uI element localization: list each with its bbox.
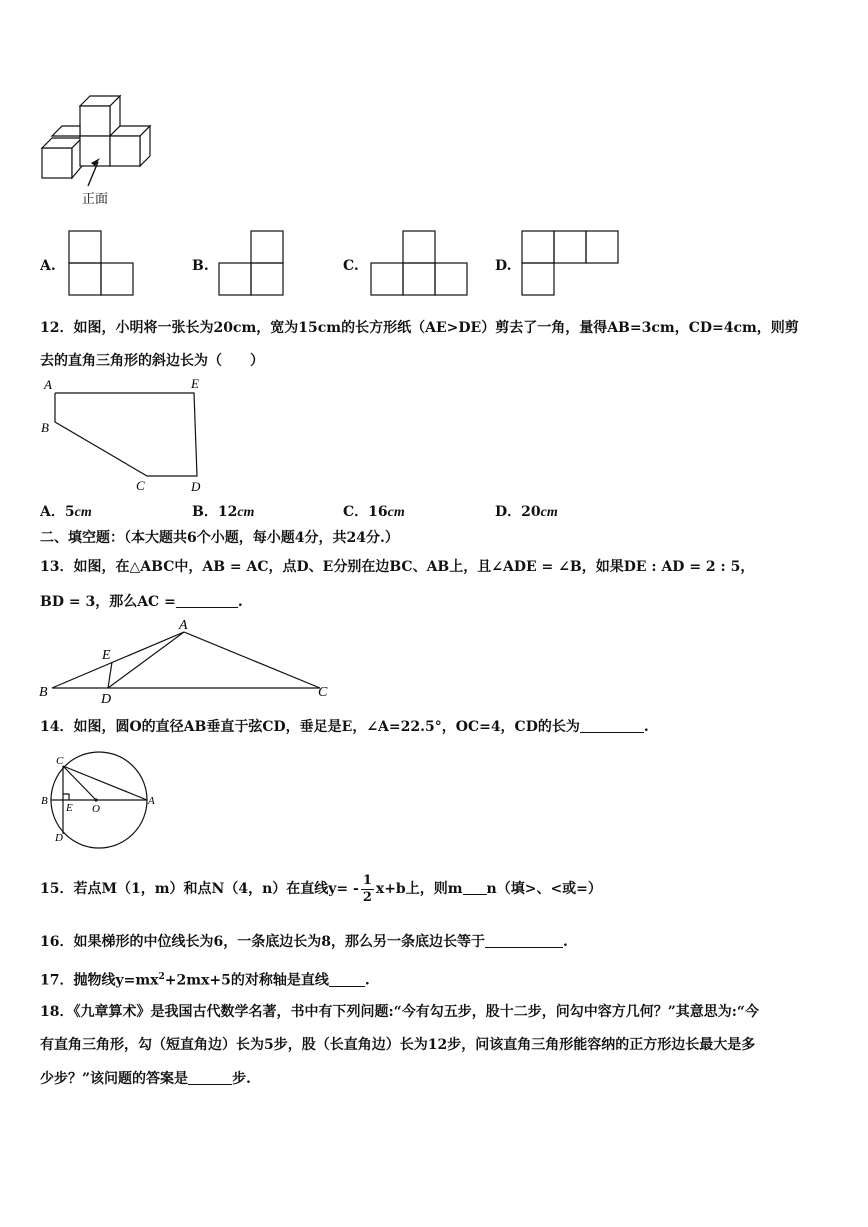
q13-text-line2: BD = 3，那么AC = . — [40, 594, 243, 610]
q12-option-c[interactable]: C．16cm — [343, 504, 405, 520]
q14-figure — [36, 744, 162, 850]
q12-option-a[interactable]: A．5cm — [40, 504, 92, 520]
q13-figure — [36, 616, 336, 704]
q14-point-o: O — [92, 803, 100, 815]
q14-text: 14．如图，圆O的直径AB垂直于弦CD，垂足是E，∠A=22.5°，OC=4，CD的长为 . — [40, 719, 649, 735]
q11-option-b-figure — [218, 230, 284, 296]
q11-option-a-figure — [68, 230, 134, 296]
q18-text-line1: 18．《九章算术》是我国古代数学名著，书中有下列问题:“今有勾五步，股十二步，问勾中容方几何？”其意思为:“今 — [40, 1004, 759, 1020]
q18-text-line2: 有直角三角形，勾（短直角边）长为5步，股（长直角边）长为12步，问该直角三角形能容纳的正方形边长最大是多 — [40, 1037, 756, 1053]
q11-option-b-label[interactable]: B. — [192, 258, 209, 274]
q15-fraction: $\frac{1}{2}$ — [362, 872, 372, 905]
q12-point-a: A — [44, 377, 52, 392]
q13-point-c: C — [318, 685, 328, 700]
q17-answer-blank[interactable] — [329, 972, 365, 987]
q13-text-line1: 13．如图，在△ABC中，AB = AC，点D、E分别在边BC、AB上，且∠ADE = ∠B，如果DE : AD = 2 : 5， — [40, 559, 755, 575]
q18-text-line3: 少步？”该问题的答案是 步. — [40, 1071, 251, 1087]
q14-point-a: A — [148, 795, 155, 807]
q15-text: 15．若点M（1，m）和点N（4，n）在直线y= - $\frac{1}{2}$ x+b上，则m n（填>、<或=） — [40, 872, 602, 905]
q12-option-b[interactable]: B．12cm — [192, 504, 255, 520]
q14-point-c: C — [56, 755, 64, 767]
q16-answer-blank[interactable] — [485, 933, 563, 948]
q14-answer-blank[interactable] — [580, 718, 644, 733]
q11-option-a-label[interactable]: A. — [40, 258, 56, 274]
q12-point-d: D — [191, 479, 201, 494]
q12-point-c: C — [136, 478, 145, 493]
q12-point-e: E — [191, 376, 199, 391]
q13-point-b: B — [39, 685, 48, 700]
q13-point-e: E — [102, 648, 111, 663]
q12-figure — [38, 372, 218, 496]
section-heading: 二、填空题：（本大题共6个小题，每小题4分，共24分.） — [40, 530, 399, 546]
q16-text: 16．如果梯形的中位线长为6，一条底边长为8，那么另一条底边长等于 . — [40, 934, 568, 950]
q15-answer-blank[interactable] — [463, 880, 487, 895]
q11-option-d-label[interactable]: D. — [495, 258, 512, 274]
q18-answer-blank[interactable] — [188, 1070, 232, 1085]
front-label: 正面 — [82, 192, 109, 207]
q14-point-d: D — [55, 832, 63, 844]
q13-point-a: A — [179, 618, 188, 633]
q13-answer-blank[interactable] — [176, 593, 238, 608]
q12-point-b: B — [41, 420, 49, 435]
cube-stack-figure — [36, 90, 166, 212]
q12-text-line2: 去的直角三角形的斜边长为（ ） — [40, 353, 264, 369]
q12-text-line1: 12．如图，小明将一张长为20cm，宽为15cm的长方形纸（AE>DE）剪去了一角，量得AB=3cm，CD=4cm，则剪 — [40, 320, 799, 336]
q11-option-d-figure — [521, 230, 619, 296]
q14-point-e: E — [66, 802, 73, 814]
q11-option-c-label[interactable]: C. — [343, 258, 359, 274]
q17-text: 17．抛物线$y=mx^2+2mx+5$的对称轴是直线 . — [40, 972, 370, 989]
q12-option-d[interactable]: D．20cm — [495, 504, 558, 520]
q13-point-d: D — [101, 692, 112, 704]
q11-option-c-figure — [370, 230, 468, 296]
q14-point-b: B — [41, 795, 48, 807]
